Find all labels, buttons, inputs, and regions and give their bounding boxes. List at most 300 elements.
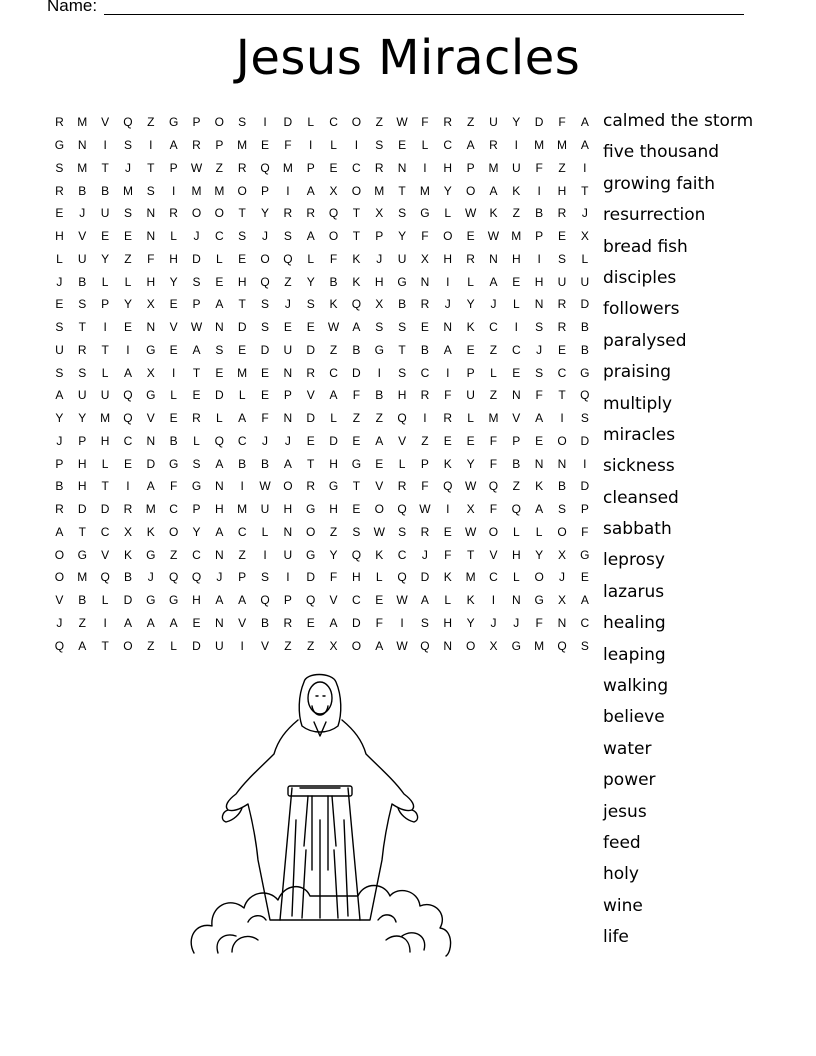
grid-letter: J	[56, 274, 63, 289]
grid-letter: Z	[238, 547, 246, 562]
grid-letter: R	[489, 138, 498, 153]
grid-letter: I	[263, 115, 267, 130]
grid-letter: Y	[169, 274, 178, 289]
word-list-item: leprosy	[603, 550, 665, 571]
grid-letter: N	[214, 320, 224, 335]
grid-letter: Z	[147, 638, 155, 653]
grid-letter: F	[169, 479, 178, 494]
grid-letter: M	[237, 365, 248, 380]
grid-letter: I	[286, 570, 290, 585]
grid-letter: V	[489, 547, 498, 562]
grid-letter: M	[556, 138, 567, 153]
grid-letter: I	[171, 365, 176, 380]
grid-letter: T	[101, 160, 109, 175]
grid-letter: S	[557, 502, 566, 517]
grid-letter: V	[329, 593, 338, 608]
grid-letter: W	[190, 320, 203, 335]
grid-letter: Q	[191, 570, 202, 585]
grid-letter: L	[193, 433, 200, 448]
grid-letter: C	[557, 365, 567, 380]
grid-letter: E	[512, 274, 521, 289]
grid-letter: D	[123, 593, 133, 608]
grid-letter: H	[511, 547, 521, 562]
grid-letter: B	[557, 479, 566, 494]
grid-letter: H	[100, 433, 110, 448]
grid-letter: O	[374, 502, 384, 517]
grid-letter: L	[467, 411, 474, 426]
grid-letter: A	[306, 183, 315, 198]
grid-letter: T	[352, 206, 361, 221]
grid-letter: D	[100, 502, 110, 517]
grid-letter: W	[373, 524, 385, 539]
grid-letter: V	[238, 615, 247, 630]
grid-letter: G	[306, 502, 316, 517]
grid-letter: V	[101, 547, 110, 562]
grid-letter: T	[398, 342, 406, 357]
grid-letter: I	[240, 479, 244, 494]
grid-letter: O	[168, 524, 179, 539]
grid-letter: Z	[489, 388, 498, 403]
grid-letter: A	[55, 388, 64, 403]
grid-letter: U	[260, 502, 270, 517]
grid-letter: Z	[215, 160, 223, 175]
grid-letter: M	[465, 570, 476, 585]
grid-letter: I	[514, 138, 518, 153]
grid-letter: V	[398, 433, 407, 448]
grid-letter: S	[535, 320, 544, 335]
grid-letter: A	[169, 138, 178, 153]
grid-letter: Y	[466, 456, 475, 471]
grid-letter: N	[146, 433, 156, 448]
grid-letter: Y	[306, 274, 315, 289]
grid-letter: P	[580, 502, 589, 517]
grid-letter: I	[103, 615, 107, 630]
grid-letter: Q	[397, 502, 407, 517]
grid-letter: G	[146, 593, 156, 608]
word-list-item: growing faith	[603, 173, 715, 194]
grid-letter: E	[535, 433, 544, 448]
grid-letter: Y	[398, 229, 407, 244]
grid-letter: X	[375, 206, 384, 221]
grid-letter: T	[581, 183, 589, 198]
grid-letter: Q	[168, 570, 179, 585]
grid-letter: A	[283, 456, 292, 471]
grid-letter: C	[329, 365, 338, 380]
name-label: Name:	[47, 0, 98, 15]
word-list-item: walking	[603, 676, 669, 697]
grid-letter: A	[55, 524, 64, 539]
grid-letter: C	[511, 342, 521, 357]
word-list-item: praising	[603, 362, 672, 383]
grid-letter: F	[489, 456, 498, 471]
grid-letter: J	[79, 206, 86, 221]
grid-letter: N	[534, 297, 544, 312]
grid-letter: D	[580, 297, 590, 312]
grid-letter: L	[101, 274, 109, 289]
grid-letter: Q	[397, 570, 407, 585]
grid-letter: V	[306, 388, 315, 403]
grid-letter: O	[351, 183, 362, 198]
grid-letter: S	[78, 297, 87, 312]
grid-letter: T	[238, 206, 246, 221]
grid-letter: T	[78, 524, 86, 539]
grid-letter: Q	[100, 570, 110, 585]
grid-letter: R	[306, 206, 316, 221]
grid-letter: G	[146, 388, 156, 403]
grid-letter: Z	[78, 615, 86, 630]
grid-letter: Y	[261, 206, 270, 221]
grid-letter: B	[123, 570, 132, 585]
grid-letter: C	[214, 229, 224, 244]
grid-letter: D	[306, 570, 316, 585]
grid-letter: E	[580, 570, 589, 585]
grid-letter: E	[215, 365, 224, 380]
grid-letter: Q	[260, 274, 270, 289]
grid-letter: C	[169, 502, 178, 517]
grid-letter: L	[101, 456, 109, 471]
grid-letter: O	[465, 638, 476, 653]
grid-letter: H	[329, 502, 338, 517]
grid-letter: I	[171, 183, 176, 198]
grid-letter: Q	[443, 479, 453, 494]
grid-letter: A	[375, 433, 384, 448]
grid-letter: O	[214, 115, 224, 130]
grid-letter: F	[444, 388, 452, 403]
grid-letter: F	[421, 229, 429, 244]
grid-letter: R	[283, 206, 293, 221]
grid-letter: B	[535, 206, 544, 221]
grid-letter: U	[283, 342, 293, 357]
grid-letter: L	[512, 570, 520, 585]
grid-letter: K	[146, 524, 155, 539]
grid-letter: I	[240, 638, 244, 653]
grid-letter: Q	[214, 433, 224, 448]
grid-letter: C	[329, 115, 338, 130]
grid-letter: Z	[124, 251, 132, 266]
grid-letter: P	[192, 297, 201, 312]
grid-letter: G	[77, 547, 87, 562]
grid-letter: M	[488, 411, 499, 426]
grid-letter: N	[214, 547, 224, 562]
grid-letter: Z	[284, 638, 292, 653]
grid-letter: Q	[580, 388, 590, 403]
grid-letter: T	[466, 547, 475, 562]
grid-letter: F	[558, 115, 566, 130]
grid-letter: R	[466, 251, 475, 266]
grid-letter: S	[146, 183, 155, 198]
grid-letter: E	[238, 342, 247, 357]
grid-letter: U	[100, 206, 110, 221]
grid-letter: D	[192, 638, 201, 653]
grid-letter: E	[375, 456, 384, 471]
grid-letter: Y	[466, 615, 475, 630]
grid-letter: S	[215, 342, 224, 357]
grid-letter: Q	[283, 251, 293, 266]
grid-letter: S	[123, 138, 132, 153]
grid-letter: I	[514, 320, 518, 335]
grid-letter: C	[580, 615, 590, 630]
grid-letter: F	[375, 615, 383, 630]
grid-letter: W	[190, 160, 203, 175]
grid-letter: D	[420, 570, 430, 585]
grid-letter: U	[214, 638, 224, 653]
grid-letter: J	[490, 615, 497, 630]
grid-letter: T	[352, 479, 361, 494]
grid-letter: L	[375, 570, 383, 585]
grid-letter: F	[421, 479, 429, 494]
grid-letter: E	[512, 365, 521, 380]
grid-letter: E	[557, 229, 566, 244]
grid-letter: H	[329, 456, 338, 471]
grid-letter: B	[261, 456, 270, 471]
grid-letter: S	[375, 138, 384, 153]
grid-letter: N	[557, 456, 567, 471]
grid-letter: B	[101, 183, 110, 198]
grid-letter: E	[261, 138, 270, 153]
grid-letter: Y	[443, 183, 452, 198]
grid-letter: S	[78, 365, 87, 380]
grid-letter: M	[534, 138, 545, 153]
grid-letter: R	[123, 502, 133, 517]
grid-letter: S	[375, 320, 384, 335]
grid-letter: I	[263, 547, 267, 562]
grid-letter: M	[145, 502, 156, 517]
grid-letter: J	[558, 570, 565, 585]
grid-letter: A	[169, 615, 178, 630]
grid-letter: G	[328, 479, 339, 494]
grid-letter: N	[214, 615, 224, 630]
grid-letter: W	[327, 320, 340, 335]
grid-letter: E	[352, 433, 361, 448]
grid-letter: X	[557, 593, 566, 608]
grid-letter: J	[513, 615, 520, 630]
grid-letter: S	[557, 251, 566, 266]
grid-letter: A	[443, 342, 452, 357]
grid-letter: M	[77, 115, 88, 130]
grid-letter: M	[511, 229, 522, 244]
grid-letter: K	[443, 456, 452, 471]
grid-letter: H	[352, 570, 361, 585]
grid-letter: M	[488, 160, 499, 175]
grid-letter: U	[100, 388, 110, 403]
grid-letter: X	[123, 524, 132, 539]
grid-letter: J	[124, 160, 131, 175]
grid-letter: D	[283, 115, 293, 130]
grid-letter: T	[101, 638, 109, 653]
grid-letter: O	[534, 570, 544, 585]
grid-letter: I	[446, 502, 450, 517]
grid-letter: S	[192, 274, 201, 289]
grid-letter: R	[306, 479, 316, 494]
grid-letter: J	[216, 570, 223, 585]
grid-letter: R	[237, 160, 247, 175]
grid-letter: N	[214, 479, 224, 494]
grid-letter: U	[397, 251, 407, 266]
word-list-item: paralysed	[603, 330, 687, 351]
grid-letter: H	[374, 274, 384, 289]
word-list-item: calmed the storm	[603, 111, 754, 131]
grid-letter: I	[126, 479, 130, 494]
grid-letter: T	[78, 320, 86, 335]
grid-letter: A	[146, 479, 155, 494]
grid-letter: P	[261, 183, 270, 198]
grid-letter: F	[329, 251, 338, 266]
grid-letter: Q	[351, 547, 362, 562]
grid-letter: L	[421, 138, 429, 153]
grid-letter: A	[123, 365, 132, 380]
word-list-item: feed	[603, 832, 641, 853]
grid-letter: H	[169, 251, 178, 266]
grid-letter: E	[215, 274, 224, 289]
grid-letter: H	[534, 274, 544, 289]
grid-letter: A	[123, 615, 132, 630]
grid-letter: J	[581, 206, 588, 221]
grid-letter: Q	[351, 297, 362, 312]
grid-letter: D	[580, 479, 590, 494]
grid-letter: Z	[512, 479, 520, 494]
grid-letter: R	[77, 342, 87, 357]
grid-letter: T	[147, 160, 155, 175]
grid-letter: Z	[284, 274, 292, 289]
grid-letter: R	[306, 365, 316, 380]
grid-letter: V	[78, 229, 87, 244]
grid-letter: N	[534, 456, 544, 471]
name-underline	[104, 14, 744, 15]
grid-letter: U	[283, 547, 293, 562]
grid-letter: N	[489, 251, 498, 266]
grid-letter: C	[237, 433, 247, 448]
grid-letter: F	[352, 388, 361, 403]
word-list-item: leaping	[603, 644, 666, 665]
grid-letter: Y	[101, 251, 110, 266]
grid-letter: Q	[260, 160, 270, 175]
grid-letter: F	[444, 547, 452, 562]
grid-letter: E	[443, 524, 452, 539]
grid-letter: X	[580, 229, 589, 244]
word-list-item: healing	[603, 613, 666, 634]
grid-letter: D	[352, 365, 361, 380]
grid-letter: X	[420, 251, 429, 266]
grid-letter: O	[443, 229, 453, 244]
grid-letter: N	[146, 229, 156, 244]
grid-letter: L	[101, 365, 109, 380]
grid-letter: H	[214, 502, 224, 517]
grid-letter: S	[55, 365, 64, 380]
grid-letter: Y	[192, 524, 201, 539]
grid-letter: S	[398, 365, 407, 380]
grid-letter: G	[351, 456, 362, 471]
grid-letter: Q	[557, 638, 567, 653]
grid-letter: X	[329, 638, 338, 653]
grid-letter: A	[580, 115, 589, 130]
grid-letter: L	[330, 138, 337, 153]
grid-letter: Y	[466, 297, 475, 312]
grid-letter: O	[191, 206, 202, 221]
grid-letter: A	[420, 593, 429, 608]
grid-letter: Z	[307, 638, 315, 653]
grid-letter: Q	[123, 388, 133, 403]
grid-letter: P	[192, 502, 201, 517]
grid-letter: M	[419, 183, 430, 198]
grid-letter: K	[466, 320, 475, 335]
grid-letter: Y	[535, 547, 544, 562]
grid-letter: L	[330, 411, 337, 426]
grid-letter: F	[535, 160, 543, 175]
word-list-item: miracles	[603, 424, 676, 445]
grid-letter: P	[466, 160, 475, 175]
grid-letter: H	[237, 274, 247, 289]
grid-letter: Z	[375, 115, 383, 130]
grid-letter: U	[489, 115, 498, 130]
grid-letter: L	[170, 229, 177, 244]
grid-letter: O	[123, 638, 133, 653]
grid-letter: L	[307, 251, 315, 266]
grid-letter: S	[55, 320, 64, 335]
grid-letter: D	[260, 342, 270, 357]
grid-letter: I	[423, 160, 427, 175]
grid-letter: C	[352, 593, 361, 608]
grid-letter: E	[306, 320, 315, 335]
grid-letter: M	[237, 502, 248, 517]
grid-letter: S	[535, 365, 544, 380]
grid-letter: I	[560, 411, 564, 426]
word-list-item: sabbath	[603, 519, 672, 540]
grid-letter: T	[352, 229, 361, 244]
grid-letter: N	[283, 365, 293, 380]
grid-letter: Q	[260, 593, 270, 608]
grid-letter: P	[55, 456, 64, 471]
grid-letter: A	[329, 388, 338, 403]
grid-letter: Q	[306, 593, 316, 608]
grid-letter: J	[262, 433, 269, 448]
grid-letter: M	[214, 183, 225, 198]
grid-letter: K	[443, 570, 452, 585]
grid-letter: M	[191, 183, 202, 198]
grid-letter: X	[489, 638, 498, 653]
grid-letter: O	[214, 206, 224, 221]
grid-letter: S	[580, 411, 589, 426]
grid-letter: R	[55, 502, 64, 517]
grid-letter: A	[238, 593, 247, 608]
grid-letter: Z	[147, 115, 155, 130]
grid-letter: E	[169, 342, 178, 357]
grid-letter: Q	[511, 502, 521, 517]
grid-letter: F	[329, 570, 338, 585]
grid-letter: E	[238, 251, 247, 266]
grid-letter: I	[354, 138, 359, 153]
word-list-item: followers	[603, 299, 680, 320]
grid-letter: C	[352, 160, 361, 175]
grid-letter: R	[557, 297, 567, 312]
grid-letter: I	[537, 183, 541, 198]
grid-letter: I	[149, 138, 153, 153]
grid-letter: B	[398, 297, 407, 312]
grid-letter: B	[420, 342, 429, 357]
grid-letter: A	[215, 593, 224, 608]
grid-letter: S	[261, 570, 270, 585]
letter-grid	[48, 111, 596, 657]
grid-letter: S	[261, 320, 270, 335]
grid-letter: X	[146, 365, 155, 380]
grid-letter: U	[557, 274, 567, 289]
grid-letter: R	[397, 479, 407, 494]
grid-letter: D	[352, 615, 361, 630]
grid-letter: I	[103, 138, 107, 153]
grid-letter: S	[123, 206, 132, 221]
grid-letter: K	[123, 547, 132, 562]
grid-letter: S	[398, 206, 407, 221]
grid-letter: C	[237, 524, 247, 539]
